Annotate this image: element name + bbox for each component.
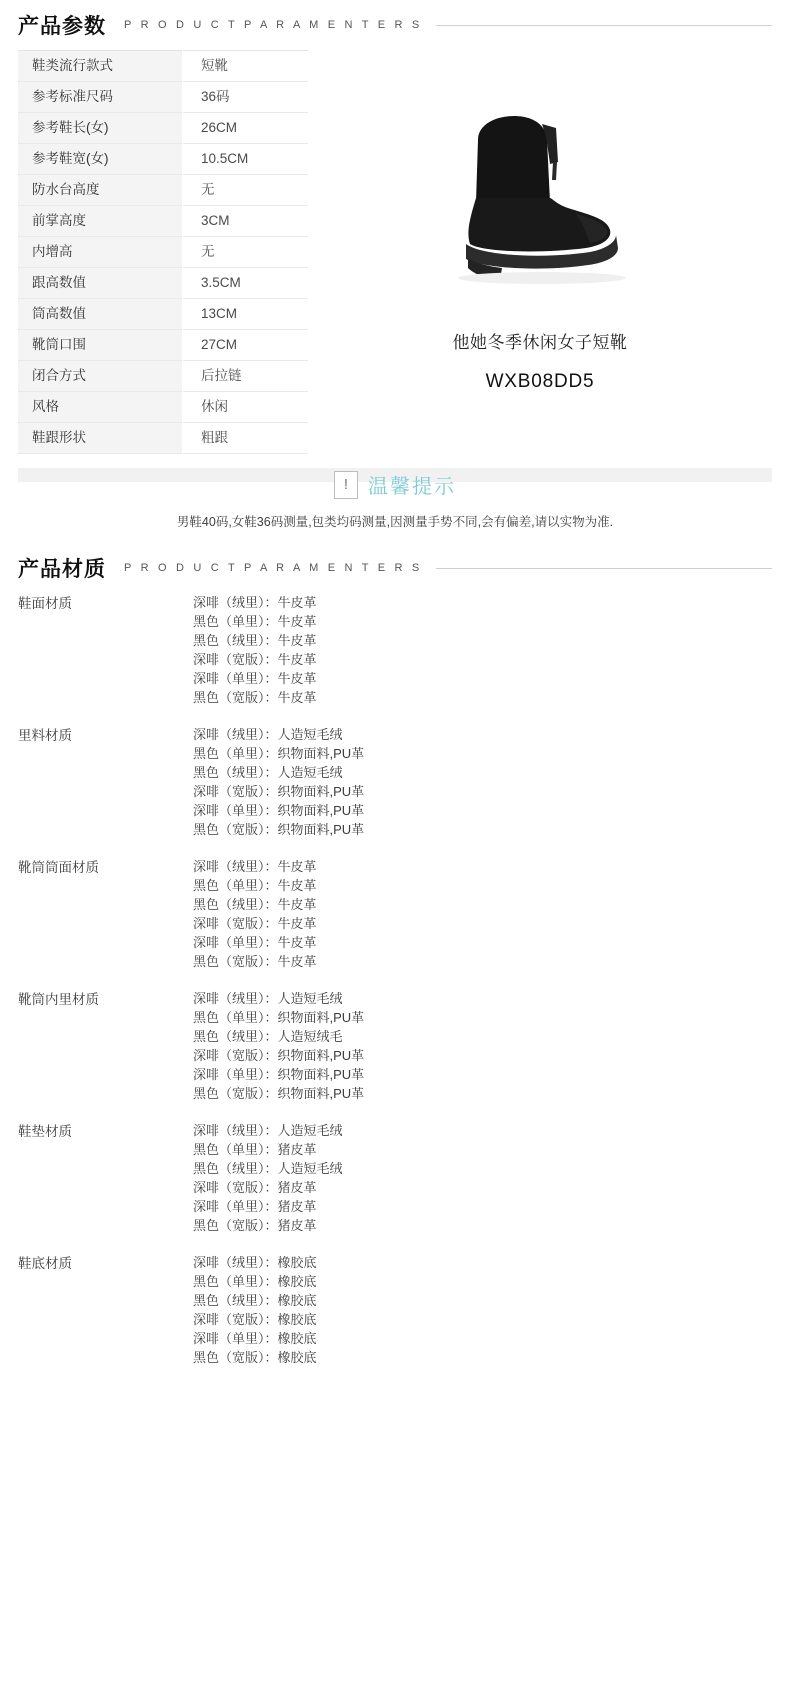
list-item [18,1121,772,1235]
spec-value: 3.5CM [201,275,241,290]
material-value: 深啡（单里）：橡胶底 [193,1331,317,1346]
spec-value: 27CM [201,337,238,352]
material-value: 深啡（绒里）：人造短毛绒 [193,727,343,742]
material-value: 黑色（绒里）：牛皮革 [193,897,317,912]
table-row [18,51,308,82]
spec-value: 36码 [201,89,230,104]
material-value: 黑色（绒里）：牛皮革 [193,633,317,648]
spec-key: 闭合方式 [18,361,183,392]
spec-value: 短靴 [201,58,228,73]
table-row [18,392,308,423]
spec-value: 10.5CM [201,151,249,166]
table-row [18,299,308,330]
section-header-params [0,10,790,40]
spec-key: 靴筒口围 [18,330,183,361]
material-value: 黑色（绒里）：人造短毛绒 [193,765,343,780]
spec-table [18,50,308,454]
material-values [193,593,772,707]
section-header-materials [0,553,790,583]
material-key: 鞋面材质 [18,596,72,611]
spec-key: 筒高数值 [18,299,183,330]
tips-header [0,468,790,499]
params-section [0,50,790,454]
material-value: 黑色（单里）：牛皮革 [193,614,317,629]
material-value: 深啡（单里）：织物面料,PU革 [193,803,365,818]
material-value: 黑色（单里）：织物面料,PU革 [193,1010,365,1025]
material-value: 深啡（绒里）：牛皮革 [193,859,317,874]
material-value: 黑色（宽版）：牛皮革 [193,690,317,705]
material-value: 黑色（宽版）：猪皮革 [193,1218,317,1233]
material-value: 深啡（单里）：牛皮革 [193,671,317,686]
material-value: 黑色（单里）：织物面料,PU革 [193,746,365,761]
spec-key: 参考鞋宽(女) [18,144,183,175]
table-row [18,268,308,299]
header-divider [436,568,772,569]
list-item [18,593,772,707]
table-row [18,361,308,392]
spec-key: 鞋跟形状 [18,423,183,454]
spec-value: 26CM [201,120,238,135]
exclamation-icon: ! [334,471,358,499]
material-value: 黑色（宽版）：织物面料,PU革 [193,822,365,837]
product-detail-page [0,10,790,1645]
product-preview [308,50,772,393]
material-values [193,1253,772,1367]
material-value: 黑色（单里）：橡胶底 [193,1274,317,1289]
material-key: 靴筒内里材质 [18,992,99,1007]
table-row [18,330,308,361]
table-row [18,206,308,237]
table-row [18,113,308,144]
material-value: 黑色（单里）：牛皮革 [193,878,317,893]
product-name: 他她冬季休闲女子短靴 [452,333,628,352]
spec-key: 前掌高度 [18,206,183,237]
list-item [18,989,772,1103]
spec-key: 跟高数值 [18,268,183,299]
material-key: 鞋垫材质 [18,1124,72,1139]
material-value: 深啡（单里）：猪皮革 [193,1199,317,1214]
material-value: 深啡（绒里）：橡胶底 [193,1255,317,1270]
material-value: 黑色（绒里）：人造短毛绒 [193,1161,343,1176]
section-title-materials-en: P R O D U C T P A R A M E N T E R S [124,562,423,574]
tips-title: 温馨提示 [368,476,456,498]
spec-value: 休闲 [201,399,228,414]
material-value: 黑色（宽版）：织物面料,PU革 [193,1086,365,1101]
table-row [18,144,308,175]
material-value: 黑色（绒里）：人造短绒毛 [193,1029,343,1044]
spec-value: 无 [201,182,215,197]
material-values [193,1121,772,1235]
material-key: 靴筒筒面材质 [18,860,99,875]
material-value: 深啡（绒里）：人造短毛绒 [193,991,343,1006]
tips-section [0,468,790,531]
material-value: 黑色（绒里）：橡胶底 [193,1293,317,1308]
header-divider [436,25,772,26]
spec-value: 粗跟 [201,430,228,445]
material-values [193,989,772,1103]
list-item [18,1253,772,1367]
section-title-params-en: P R O D U C T P A R A M E N T E R S [124,19,423,31]
table-row [18,237,308,268]
material-value: 深啡（宽版）：牛皮革 [193,916,317,931]
section-title-params-cn: 产品参数 [18,15,106,38]
material-value: 深啡（单里）：牛皮革 [193,935,317,950]
material-value: 深啡（绒里）：人造短毛绒 [193,1123,343,1138]
table-row [18,423,308,454]
product-image [390,102,690,302]
spec-value: 后拉链 [201,368,242,383]
spec-key: 参考标准尺码 [18,82,183,113]
material-value: 深啡（宽版）：牛皮革 [193,652,317,667]
list-item [18,725,772,839]
material-value: 黑色（宽版）：牛皮革 [193,954,317,969]
material-value: 深啡（单里）：织物面料,PU革 [193,1067,365,1082]
spec-key: 内增高 [18,237,183,268]
tips-text: 男鞋40码,女鞋36码测量,包类均码测量,因测量手势不同,会有偏差,请以实物为准. [176,515,614,529]
material-value: 深啡（绒里）：牛皮革 [193,595,317,610]
list-item [18,857,772,971]
material-value: 深啡（宽版）：织物面料,PU革 [193,784,365,799]
materials-list [0,593,790,1367]
material-value: 深啡（宽版）：织物面料,PU革 [193,1048,365,1063]
table-row [18,82,308,113]
material-values [193,857,772,971]
spec-value: 无 [201,244,215,259]
material-key: 鞋底材质 [18,1256,72,1271]
spec-key: 鞋类流行款式 [18,51,183,82]
product-code: WXB08DD5 [485,371,595,392]
page-bottom-spacer [0,1385,790,1645]
material-value: 黑色（单里）：猪皮革 [193,1142,317,1157]
spec-value: 3CM [201,213,230,228]
spec-value: 13CM [201,306,238,321]
spec-key: 参考鞋长(女) [18,113,183,144]
material-value: 黑色（宽版）：橡胶底 [193,1350,317,1365]
spec-key: 防水台高度 [18,175,183,206]
material-value: 深啡（宽版）：猪皮革 [193,1180,317,1195]
material-value: 深啡（宽版）：橡胶底 [193,1312,317,1327]
material-key: 里料材质 [18,728,72,743]
spec-key: 风格 [18,392,183,423]
material-values [193,725,772,839]
section-title-materials-cn: 产品材质 [18,558,106,581]
table-row [18,175,308,206]
